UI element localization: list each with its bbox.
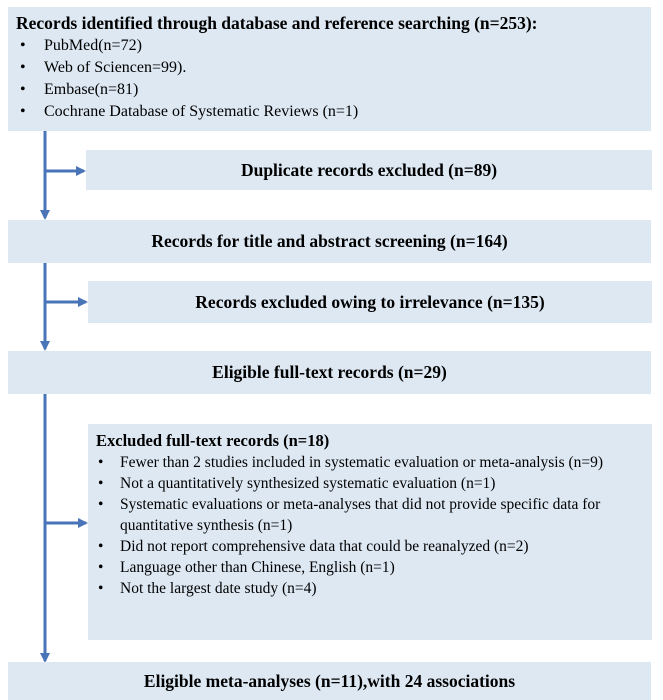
eligible-fulltext-box (8, 351, 651, 394)
list-item: • Web of Sciencen=99). (16, 57, 643, 79)
final-label: Eligible meta-analyses (n=11),with 24 associations (143, 670, 516, 691)
screening-box (8, 220, 651, 263)
excluded-fulltext-list (96, 452, 644, 599)
duplicates-box (86, 150, 652, 190)
irrelevance-label: Records excluded owing to irrelevance (n=135) (195, 291, 545, 312)
eligible-fulltext-label: Eligible full-text records (n=29) (212, 362, 447, 382)
list-item: • Fewer than 2 studies included in systematic evaluation or meta-analysis (n=9) (96, 452, 644, 473)
list-item: • Embase(n=81) (16, 79, 643, 101)
list-item: • Not the largest date study (n=4) (96, 578, 644, 599)
list-item: • Did not report comprehensive data that could be reanalyzed (n=2) (96, 536, 644, 557)
list-item: • Systematic evaluations or meta-analyses that did not provide specific data for quantitative synthesis (n=1) (96, 494, 644, 536)
irrelevance-box (88, 281, 652, 323)
list-item: • PubMed(n=72) (16, 35, 643, 57)
identification-box (8, 7, 651, 131)
screening-label: Records for title and abstract screening (n=164) (151, 231, 508, 251)
list-item: • Not a quantitatively synthesized systematic evaluation (n=1) (96, 473, 644, 494)
duplicates-label: Duplicate records excluded (n=89) (240, 159, 498, 180)
list-item: • Language other than Chinese, English (n=1) (96, 557, 644, 578)
list-item: • Cochrane Database of Systematic Reviews (n=1) (16, 101, 643, 123)
identification-list (16, 35, 643, 123)
identification-title: Records identified through database and reference searching (n=253): (16, 13, 538, 33)
excluded-fulltext-box (88, 424, 652, 640)
excluded-fulltext-title: Excluded full-text records (n=18) (96, 431, 330, 450)
final-box (8, 662, 651, 700)
